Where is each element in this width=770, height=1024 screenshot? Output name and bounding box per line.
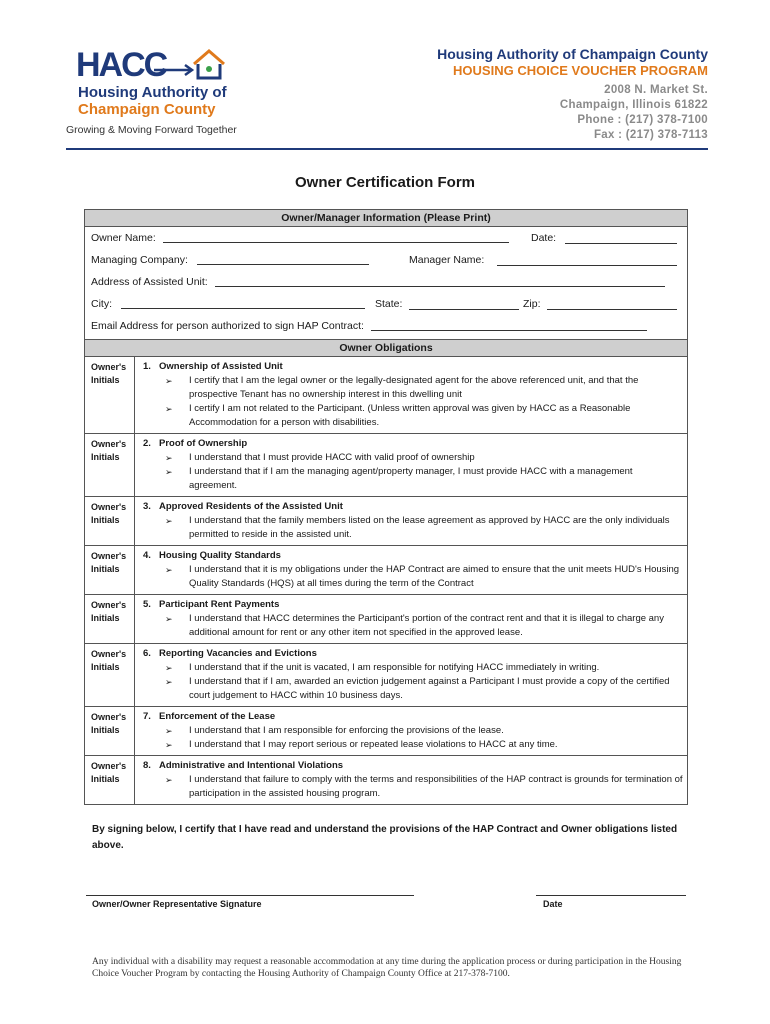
initials-label-line2: Initials bbox=[91, 375, 120, 385]
obligation-bullet-text: I understand that the family members listed on the lease agreement as approved by HACC are the only individuals permitted to reside in the assisted unit. bbox=[189, 515, 670, 540]
manager-name-field[interactable] bbox=[497, 253, 677, 266]
certification-statement: By signing below, I certify that I have read and understand the provisions of the HAP Contract and Owner obligations listed above. bbox=[92, 824, 678, 851]
initials-label-line1: Owner's bbox=[91, 761, 127, 771]
obligation-bullet-text: I understand that I may report serious or repeated lease violations to HACC at any time. bbox=[189, 739, 558, 750]
obligations-list bbox=[85, 357, 687, 804]
obligation-bullet bbox=[165, 612, 683, 640]
owner-name-label: Owner Name: bbox=[91, 232, 156, 244]
obligation-bullet bbox=[165, 402, 683, 430]
obligation-bullet-text: I understand that if I am the managing agent/property manager, I must provide HACC with a management agreement. bbox=[189, 466, 633, 491]
arrow-bullet-icon: ➢ bbox=[165, 376, 173, 386]
agency-address1: 2008 N. Market St. bbox=[604, 84, 708, 96]
arrow-bullet-icon: ➢ bbox=[165, 453, 173, 463]
obligation-row bbox=[85, 545, 687, 594]
signature-line[interactable] bbox=[86, 895, 414, 896]
initials-label-line2: Initials bbox=[91, 613, 120, 623]
form-box bbox=[84, 209, 688, 805]
form-title: Owner Certification Form bbox=[294, 174, 476, 191]
initials-label-line1: Owner's bbox=[91, 649, 127, 659]
obligation-bullet bbox=[165, 465, 683, 493]
date-signature-line[interactable] bbox=[536, 895, 686, 896]
obligation-number: 5. bbox=[143, 599, 151, 610]
owner-initials-cell[interactable] bbox=[85, 434, 135, 496]
logo-line1: Housing Authority of bbox=[78, 84, 227, 101]
obligation-row bbox=[85, 357, 687, 433]
address-row bbox=[85, 271, 687, 293]
obligation-number: 2. bbox=[143, 438, 151, 449]
arrow-bullet-icon: ➢ bbox=[165, 740, 173, 750]
manager-name-label: Manager Name: bbox=[409, 254, 485, 266]
obligation-number: 7. bbox=[143, 711, 151, 722]
state-field[interactable] bbox=[409, 297, 519, 310]
agency-header bbox=[437, 46, 708, 143]
accommodation-footer: Any individual with a disability may request a reasonable accommodation at any time during the application process or during participation in the Housing Choice Voucher Program by contacting the Housing Authority of Champaign County Office at 217-378-7100. bbox=[92, 957, 682, 979]
managing-company-row bbox=[85, 249, 687, 271]
obligation-bullet-text: I understand that failure to comply with the terms and responsibilities of the HAP contract is grounds for termination of participation in the assisted housing program. bbox=[189, 774, 683, 799]
email-label: Email Address for person authorized to sign HAP Contract: bbox=[91, 320, 364, 332]
owner-initials-cell[interactable] bbox=[85, 644, 135, 706]
owner-initials-cell[interactable] bbox=[85, 707, 135, 755]
obligation-title: Administrative and Intentional Violations bbox=[159, 760, 344, 771]
initials-label-line2: Initials bbox=[91, 515, 120, 525]
initials-label-line1: Owner's bbox=[91, 362, 127, 372]
initials-label-line2: Initials bbox=[91, 662, 120, 672]
obligation-bullet bbox=[165, 514, 683, 542]
obligation-bullet bbox=[165, 724, 683, 738]
agency-address2: Champaign, Illinois 61822 bbox=[559, 99, 708, 111]
obligation-bullet-text: I certify I am not related to the Participant. (Unless written approval was given by HACC as a Reasonable Accommodation for a person with disabilities. bbox=[189, 403, 631, 428]
obligation-bullet bbox=[165, 563, 683, 591]
logo-mark-text: HACC bbox=[76, 46, 167, 84]
arrow-bullet-icon: ➢ bbox=[165, 614, 173, 624]
obligation-number: 8. bbox=[143, 760, 151, 771]
obligation-row bbox=[85, 755, 687, 804]
obligation-title: Participant Rent Payments bbox=[159, 599, 280, 610]
city-field[interactable] bbox=[121, 296, 365, 309]
obligation-title: Enforcement of the Lease bbox=[159, 711, 276, 722]
obligation-number: 4. bbox=[143, 550, 151, 561]
obligation-bullet bbox=[165, 675, 683, 703]
obligation-bullet-text: I understand that if I am, awarded an eviction judgement against a Participant I must provide a copy of the certified court judgement to HACC within 10 business days. bbox=[189, 676, 670, 701]
obligation-title: Reporting Vacancies and Evictions bbox=[159, 648, 317, 659]
obligation-number: 1. bbox=[143, 361, 151, 372]
obligation-number: 3. bbox=[143, 501, 151, 512]
owner-initials-cell[interactable] bbox=[85, 756, 135, 804]
obligation-title: Proof of Ownership bbox=[159, 438, 248, 449]
signature-date-label: Date bbox=[543, 899, 563, 909]
initials-label-line2: Initials bbox=[91, 452, 120, 462]
initials-label-line2: Initials bbox=[91, 725, 120, 735]
signature-label: Owner/Owner Representative Signature bbox=[92, 899, 262, 909]
agency-fax: Fax : (217) 378-7113 bbox=[593, 129, 708, 141]
initials-label-line1: Owner's bbox=[91, 551, 127, 561]
initials-label-line2: Initials bbox=[91, 774, 120, 784]
arrow-bullet-icon: ➢ bbox=[165, 467, 173, 477]
arrow-bullet-icon: ➢ bbox=[165, 404, 173, 414]
obligation-bullet bbox=[165, 374, 683, 402]
address-label: Address of Assisted Unit: bbox=[91, 276, 208, 288]
logo-tagline: Growing & Moving Forward Together bbox=[66, 124, 237, 136]
initials-label-line1: Owner's bbox=[91, 439, 127, 449]
arrow-bullet-icon: ➢ bbox=[165, 726, 173, 736]
obligation-bullet-text: I understand that it is my obligations under the HAP Contract are aimed to ensure that the unit meets HUD's Housing Quality Standards (HQS) at all times during the term of the Contract bbox=[189, 564, 680, 589]
agency-phone: Phone : (217) 378-7100 bbox=[577, 114, 708, 126]
obligation-number: 6. bbox=[143, 648, 151, 659]
owner-name-row bbox=[85, 227, 687, 249]
address-field[interactable] bbox=[215, 274, 665, 287]
obligation-bullet bbox=[165, 661, 683, 675]
arrow-bullet-icon: ➢ bbox=[165, 775, 173, 785]
owner-initials-cell[interactable] bbox=[85, 595, 135, 643]
hacc-logo-mark-icon bbox=[66, 44, 236, 84]
arrow-bullet-icon: ➢ bbox=[165, 663, 173, 673]
owner-initials-cell[interactable] bbox=[85, 357, 135, 433]
obligation-row bbox=[85, 496, 687, 545]
email-field[interactable] bbox=[371, 318, 647, 331]
initials-label-line1: Owner's bbox=[91, 502, 127, 512]
owner-initials-cell[interactable] bbox=[85, 546, 135, 594]
obligation-bullet-text: I certify that I am the legal owner or the legally-designated agent for the above referenced unit, and that the prospective Tenant has no ownership interest in this dwelling unit bbox=[189, 375, 639, 400]
date-field[interactable] bbox=[565, 231, 677, 244]
zip-field[interactable] bbox=[547, 297, 677, 310]
city-row bbox=[85, 293, 687, 315]
arrow-bullet-icon: ➢ bbox=[165, 565, 173, 575]
arrow-bullet-icon: ➢ bbox=[165, 677, 173, 687]
agency-program: HOUSING CHOICE VOUCHER PROGRAM bbox=[453, 63, 708, 78]
obligations-header: Owner Obligations bbox=[85, 339, 687, 357]
initials-label-line1: Owner's bbox=[91, 712, 127, 722]
city-label: City: bbox=[91, 298, 112, 310]
header-divider bbox=[66, 148, 708, 150]
obligation-row bbox=[85, 643, 687, 706]
managing-company-field[interactable] bbox=[197, 252, 369, 265]
logo-line2: Champaign County bbox=[78, 101, 216, 118]
initials-label-line2: Initials bbox=[91, 564, 120, 574]
obligation-bullet-text: I understand that if the unit is vacated, I am responsible for notifying HACC immediately in writing. bbox=[189, 662, 600, 673]
obligation-title: Approved Residents of the Assisted Unit bbox=[159, 501, 343, 512]
obligation-bullet bbox=[165, 773, 683, 801]
arrow-bullet-icon: ➢ bbox=[165, 516, 173, 526]
obligation-title: Housing Quality Standards bbox=[159, 550, 281, 561]
initials-label-line1: Owner's bbox=[91, 600, 127, 610]
owner-name-field[interactable] bbox=[163, 230, 509, 243]
obligation-row bbox=[85, 433, 687, 496]
hacc-logo bbox=[66, 44, 266, 140]
obligation-row bbox=[85, 594, 687, 643]
obligation-title: Ownership of Assisted Unit bbox=[159, 361, 283, 372]
zip-label: Zip: bbox=[523, 298, 541, 310]
obligation-bullet-text: I understand that HACC determines the Participant's portion of the contract rent and that it is illegal to charge any additional amount for rent or any other item not specified in the approved lease. bbox=[189, 613, 664, 638]
obligation-bullet bbox=[165, 738, 683, 752]
agency-name: Housing Authority of Champaign County bbox=[437, 46, 708, 62]
obligation-row bbox=[85, 706, 687, 755]
owner-initials-cell[interactable] bbox=[85, 497, 135, 545]
obligation-bullet-text: I understand that I must provide HACC with valid proof of ownership bbox=[189, 452, 475, 463]
state-label: State: bbox=[375, 298, 403, 310]
email-row bbox=[85, 315, 687, 339]
date-label: Date: bbox=[531, 232, 557, 244]
obligation-bullet-text: I understand that I am responsible for enforcing the provisions of the lease. bbox=[189, 725, 504, 736]
owner-info-header: Owner/Manager Information (Please Print) bbox=[85, 210, 687, 227]
managing-company-label: Managing Company: bbox=[91, 254, 188, 266]
obligation-bullet bbox=[165, 451, 683, 465]
